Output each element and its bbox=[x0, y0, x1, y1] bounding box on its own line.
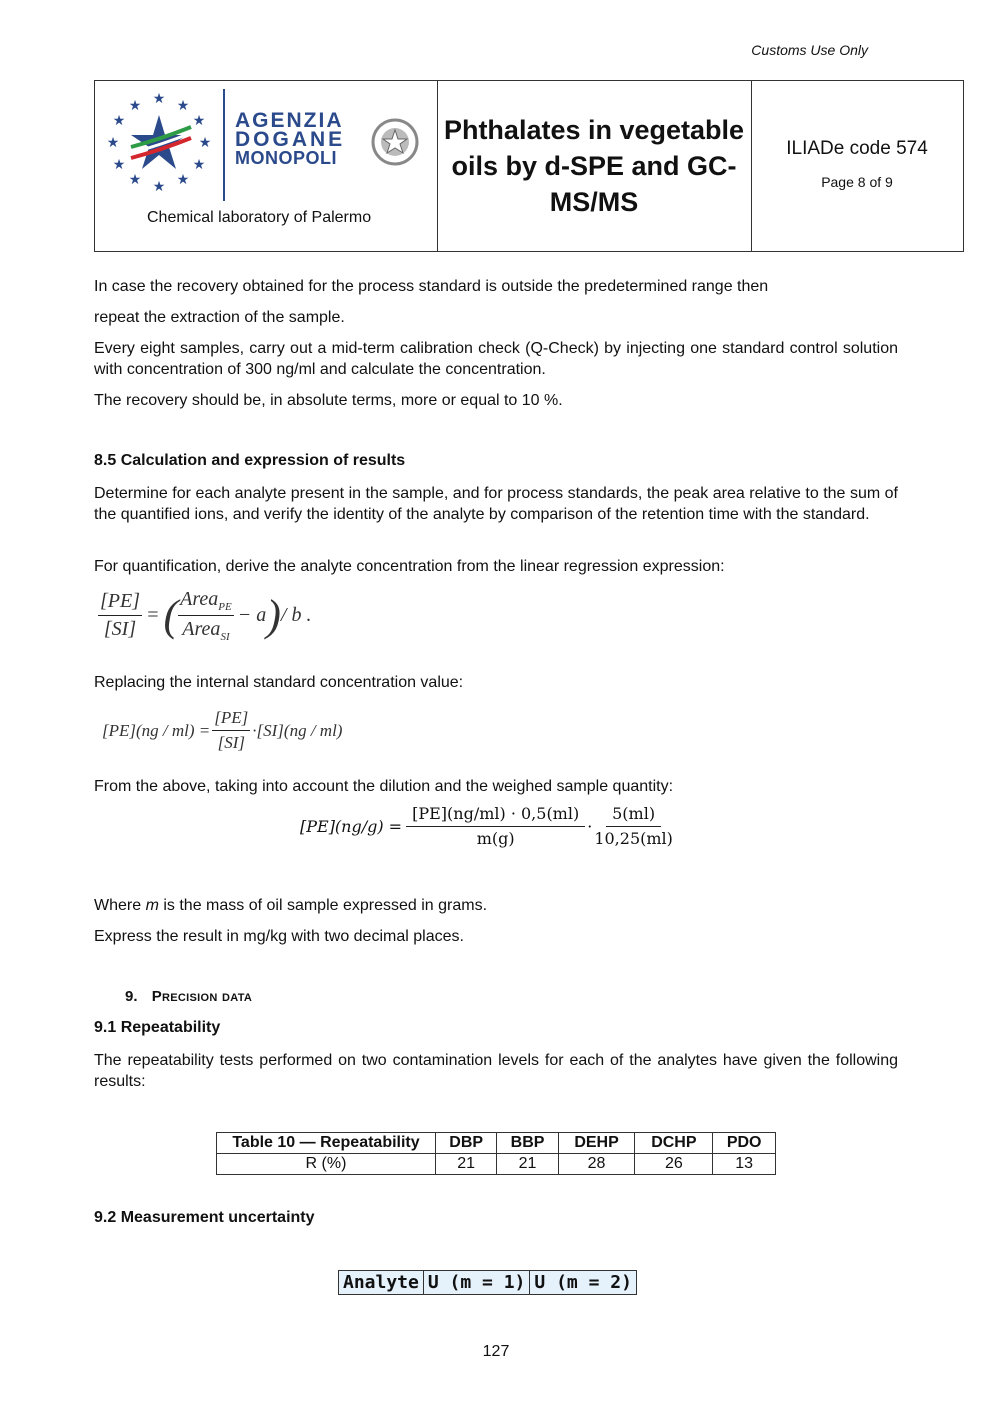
page-indicator: Page 8 of 9 bbox=[821, 174, 893, 190]
row-label: R (%) bbox=[217, 1154, 436, 1175]
table-cell: 28 bbox=[558, 1154, 635, 1175]
paragraph-express-result: Express the result in mg/kg with two decimal places. bbox=[94, 928, 464, 945]
svg-text:★: ★ bbox=[128, 98, 142, 114]
table-header: DEHP bbox=[558, 1133, 635, 1154]
table-header: DCHP bbox=[635, 1133, 713, 1154]
header-logo-cell bbox=[95, 81, 438, 251]
paragraph-determine: Determine for each analyte present in the sample, and for process standards, the peak area relative to the sum of the quantified ions, and verify the identity of the analyte by comparison of the retention time with the standard. bbox=[94, 485, 898, 523]
paragraph-replacing: Replacing the internal standard concentration value: bbox=[94, 674, 464, 691]
equation-final-concentration: [PE](ng/g) = $\frac{[PE](ng/ml) \cdot 0,5(ml)}{m(g)}$ · $\frac{5(ml)}{10,25(ml)}$ bbox=[300, 804, 673, 848]
section-8-5-heading: 8.5 Calculation and expression of results bbox=[94, 452, 406, 469]
iliade-code: ILIADe code 574 bbox=[786, 138, 928, 159]
svg-text:★: ★ bbox=[152, 91, 166, 107]
svg-text:★: ★ bbox=[176, 172, 190, 188]
document-header bbox=[94, 80, 964, 252]
page-number: 127 bbox=[482, 1343, 510, 1360]
svg-text:★: ★ bbox=[112, 113, 126, 129]
agency-name: AGENZIA DOGANE MONOPOLI bbox=[235, 109, 346, 168]
customs-use-note: Customs Use Only bbox=[751, 42, 868, 58]
table-cell: 26 bbox=[635, 1154, 713, 1175]
section-9-1-heading: 9.1 Repeatability bbox=[94, 1019, 221, 1036]
svg-text:★: ★ bbox=[106, 135, 120, 151]
equation-regression: $\frac{[PE]}{[SI]}$ = ( $\frac{Area_{PE}}{Area_{SI}}$ − a ) / b . bbox=[100, 588, 312, 643]
svg-text:★: ★ bbox=[192, 157, 206, 173]
svg-text:★: ★ bbox=[192, 113, 206, 129]
paragraph-quantification: For quantification, derive the analyte concentration from the linear regression expression: bbox=[94, 558, 725, 575]
svg-text:★: ★ bbox=[112, 157, 126, 173]
logo-divider bbox=[223, 89, 225, 201]
table-row bbox=[217, 1154, 776, 1175]
svg-text:★: ★ bbox=[176, 98, 190, 114]
svg-text:★: ★ bbox=[152, 179, 166, 195]
table-header-row bbox=[217, 1133, 776, 1154]
uncertainty-table bbox=[338, 1270, 637, 1295]
table-header: Analyte bbox=[339, 1271, 424, 1295]
table-header-row bbox=[339, 1271, 637, 1295]
document-title: Phthalates in vegetable oils by d-SPE and GC- MS/MS bbox=[437, 81, 752, 251]
repeatability-table bbox=[216, 1132, 776, 1175]
paragraph-repeatability: The repeatability tests performed on two contamination levels for each of the analytes have given the following results: bbox=[94, 1052, 898, 1090]
paragraph-recovery-limit: The recovery should be, in absolute terms, more or equal to 10 %. bbox=[94, 392, 563, 409]
lab-name: Chemical laboratory of Palermo bbox=[147, 209, 372, 226]
table-header: DBP bbox=[436, 1133, 497, 1154]
table-header: U (m = 1) bbox=[423, 1271, 530, 1295]
header-info-cell bbox=[751, 81, 963, 251]
section-9-2-heading: 9.2 Measurement uncertainty bbox=[94, 1209, 315, 1226]
paragraph-dilution: From the above, taking into account the dilution and the weighed sample quantity: bbox=[94, 778, 674, 795]
equation-substitution: [PE](ng / ml) = $\frac{[PE]}{[SI]}$ ·[SI](ng / ml) bbox=[102, 708, 343, 752]
table-caption: Table 10 — Repeatability bbox=[217, 1133, 436, 1154]
table-header: U (m = 2) bbox=[530, 1271, 637, 1295]
section-9-heading: 9. Precision data bbox=[125, 988, 253, 1005]
table-header: BBP bbox=[497, 1133, 558, 1154]
eu-stars-logo-icon bbox=[101, 87, 217, 199]
svg-text:★: ★ bbox=[128, 172, 142, 188]
table-header: PDO bbox=[713, 1133, 776, 1154]
table-cell: 13 bbox=[713, 1154, 776, 1175]
paragraph-qcheck: Every eight samples, carry out a mid-term calibration check (Q-Check) by injecting one standard control solution with concentration of 300 ng/ml and calculate the concentration. bbox=[94, 340, 898, 378]
table-cell: 21 bbox=[436, 1154, 497, 1175]
emblem-icon bbox=[370, 111, 420, 173]
paragraph-recovery: In case the recovery obtained for the process standard is outside the predetermined range then bbox=[94, 278, 769, 295]
svg-text:★: ★ bbox=[198, 135, 212, 151]
table-cell: 21 bbox=[497, 1154, 558, 1175]
paragraph-repeat: repeat the extraction of the sample. bbox=[94, 309, 345, 326]
paragraph-where-m: Where m is the mass of oil sample expressed in grams. bbox=[94, 897, 488, 914]
